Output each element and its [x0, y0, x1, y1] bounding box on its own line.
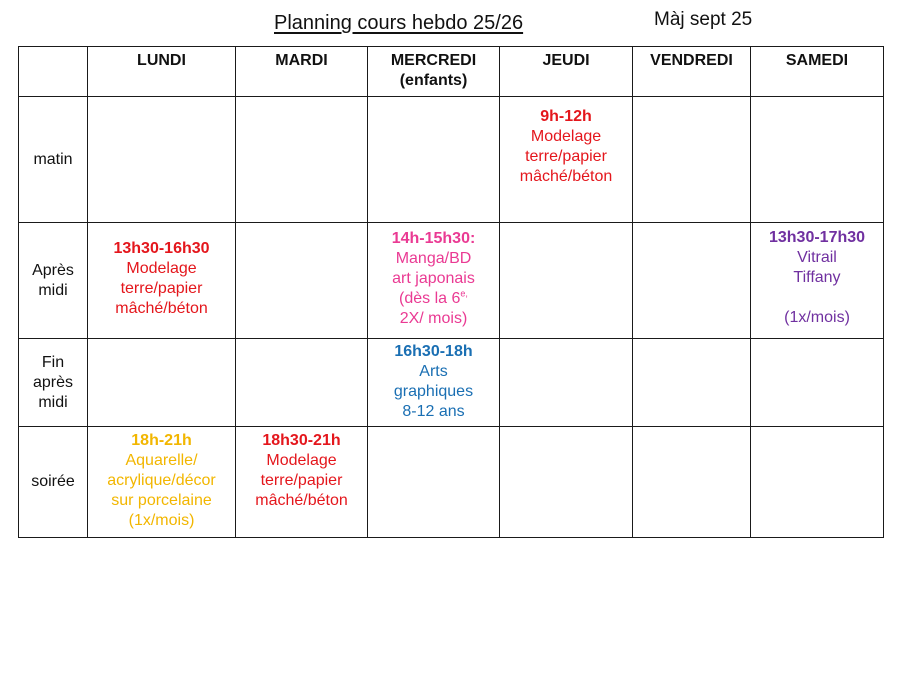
slot-line: mâché/béton	[255, 492, 348, 509]
slot-line: Modelage	[126, 260, 197, 277]
slot-line: terre/papier	[525, 148, 607, 165]
slot-time: 14h-15h30:	[391, 230, 476, 247]
slot-time: 16h30-18h	[394, 343, 473, 360]
corner-cell	[19, 47, 88, 97]
slot-line: 2X/ mois)	[399, 310, 468, 327]
slot-line: graphiques	[393, 383, 474, 400]
day-header-mercredi-label: MERCREDI	[390, 52, 477, 69]
period-fin-apres-midi	[19, 339, 88, 427]
cell-samedi-apres-midi	[751, 223, 884, 339]
slot-line: mâché/béton	[115, 300, 208, 317]
cell-samedi-matin	[751, 97, 884, 223]
slot-line	[368, 289, 499, 309]
period-matin: matin	[19, 97, 88, 223]
cell-samedi-fin	[751, 339, 884, 427]
cell-jeudi-apres-midi	[500, 223, 633, 339]
day-header-vendredi: VENDREDI	[633, 47, 751, 97]
slot-line: Manga/BD	[395, 250, 472, 267]
slot-line: Tiffany	[793, 269, 841, 286]
day-header-samedi: SAMEDI	[751, 47, 884, 97]
slot-line: (1x/mois)	[784, 309, 850, 326]
slot-line-text: (dès la 6	[399, 290, 461, 307]
cell-mercredi-matin	[368, 97, 500, 223]
page-title: Planning cours hebdo 25/26	[274, 12, 524, 34]
cell-lundi-soiree	[88, 427, 236, 538]
slot-time: 13h30-16h30	[113, 240, 210, 257]
day-header-mercredi	[368, 47, 500, 97]
slot-line: Modelage	[530, 128, 602, 145]
period-fin-line: Fin	[41, 353, 65, 371]
schedule-table	[18, 46, 884, 538]
day-header-jeudi: JEUDI	[500, 47, 633, 97]
cell-mercredi-fin	[368, 339, 500, 427]
superscript: e,	[460, 288, 468, 299]
cell-mercredi-apres-midi	[368, 223, 500, 339]
slot-line: Aquarelle/	[125, 452, 198, 469]
header-row	[19, 47, 884, 97]
slot-line: Vitrail	[797, 249, 837, 266]
day-header-lundi: LUNDI	[88, 47, 236, 97]
slot-time: 13h30-17h30	[768, 229, 866, 246]
cell-lundi-matin	[88, 97, 236, 223]
row-soiree	[19, 427, 884, 538]
cell-mardi-fin	[236, 339, 368, 427]
slot-line: mâché/béton	[519, 168, 613, 185]
day-header-mercredi-note: (enfants)	[399, 72, 468, 89]
slot-time: 18h-21h	[131, 432, 192, 449]
cell-vendredi-matin	[633, 97, 751, 223]
cell-mardi-apres-midi	[236, 223, 368, 339]
row-fin-apres-midi	[19, 339, 884, 427]
period-fin-line: après	[32, 373, 74, 391]
slot-line: sur porcelaine	[111, 492, 212, 509]
period-apres-midi-line: midi	[38, 281, 68, 299]
spacer	[751, 288, 883, 308]
cell-mardi-matin	[236, 97, 368, 223]
slot-line: terre/papier	[120, 280, 203, 297]
cell-vendredi-fin	[633, 339, 751, 427]
period-apres-midi	[19, 223, 88, 339]
cell-samedi-soiree	[751, 427, 884, 538]
cell-jeudi-matin	[500, 97, 633, 223]
cell-vendredi-apres-midi	[633, 223, 751, 339]
cell-vendredi-soiree	[633, 427, 751, 538]
slot-line: terre/papier	[260, 472, 343, 489]
slot-time: 9h-12h	[540, 108, 592, 125]
cell-mercredi-soiree	[368, 427, 500, 538]
slot-line: art japonais	[392, 270, 475, 287]
slot-time: 18h30-21h	[262, 432, 341, 449]
cell-mardi-soiree	[236, 427, 368, 538]
cell-lundi-apres-midi	[88, 223, 236, 339]
period-fin-line: midi	[38, 393, 68, 411]
update-date: Màj sept 25	[654, 9, 753, 30]
cell-jeudi-soiree	[500, 427, 633, 538]
cell-jeudi-fin	[500, 339, 633, 427]
slot-line: Modelage	[266, 452, 337, 469]
slot-line: (1x/mois)	[128, 512, 195, 529]
cell-lundi-fin	[88, 339, 236, 427]
row-matin	[19, 97, 884, 223]
slot-line: 8-12 ans	[402, 403, 465, 420]
slot-line: acrylique/décor	[107, 472, 216, 489]
day-header-mardi: MARDI	[236, 47, 368, 97]
slot-line: Arts	[419, 363, 448, 380]
row-apres-midi	[19, 223, 884, 339]
period-soiree: soirée	[19, 427, 88, 538]
period-apres-midi-line: Après	[32, 261, 74, 279]
